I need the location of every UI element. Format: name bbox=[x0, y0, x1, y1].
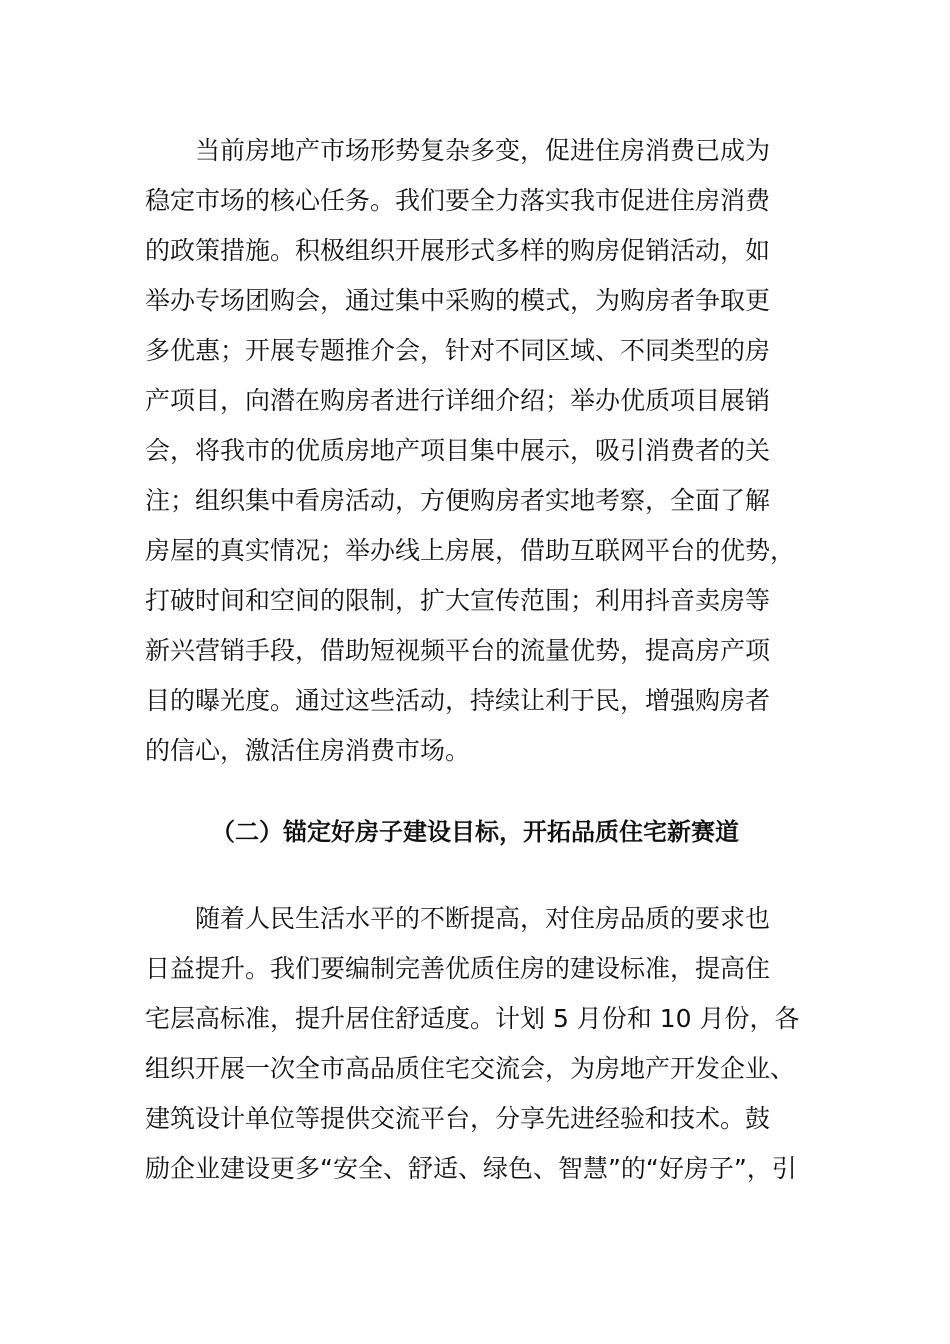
paragraph-2-line-5: 建筑设计单位等提供交流平台，分享先进经验和技术。鼓 bbox=[145, 1104, 771, 1133]
paragraph-1-line-9: 房屋的真实情况；举办线上房展，借助互联网平台的优势， bbox=[145, 536, 796, 565]
paragraph-1-line-8: 注；组织集中看房活动，方便购房者实地考察，全面了解 bbox=[145, 486, 771, 515]
paragraph-2-line-3: 宅层高标准，提升居住舒适度。计划 5 月份和 10 月份，各 bbox=[145, 1004, 800, 1033]
paragraph-2-line-4: 组织开展一次全市高品质住宅交流会，为房地产开发企业、 bbox=[145, 1054, 796, 1083]
paragraph-1-line-10: 打破时间和空间的限制，扩大宣传范围；利用抖音卖房等 bbox=[145, 586, 771, 615]
paragraph-1-line-7: 会，将我市的优质房地产项目集中展示，吸引消费者的关 bbox=[145, 436, 771, 465]
section-heading: （二）锚定好房子建设目标，开拓品质住宅新赛道 bbox=[211, 818, 739, 846]
paragraph-2-line-1: 随着人民生活水平的不断提高，对住房品质的要求也 bbox=[195, 904, 771, 933]
paragraph-1-line-12: 目的曝光度。通过这些活动，持续让利于民，增强购房者 bbox=[145, 686, 771, 715]
paragraph-1-line-4: 举办专场团购会，通过集中采购的模式，为购房者争取更 bbox=[145, 286, 771, 315]
paragraph-1-line-5: 多优惠；开展专题推介会，针对不同区域、不同类型的房 bbox=[145, 336, 771, 365]
paragraph-1-line-3: 的政策措施。积极组织开展形式多样的购房促销活动，如 bbox=[145, 236, 771, 265]
paragraph-2-line-2: 日益提升。我们要编制完善优质住房的建设标准，提高住 bbox=[145, 954, 771, 983]
paragraph-1-line-1: 当前房地产市场形势复杂多变，促进住房消费已成为 bbox=[195, 136, 771, 165]
paragraph-2-line-6: 励企业建设更多“安全、舒适、绿色、智慧”的“好房子”，引 bbox=[145, 1154, 797, 1183]
paragraph-1-line-6: 产项目，向潜在购房者进行详细介绍；举办优质项目展销 bbox=[145, 386, 771, 415]
paragraph-1-line-2: 稳定市场的核心任务。我们要全力落实我市促进住房消费 bbox=[145, 186, 771, 215]
paragraph-1-line-11: 新兴营销手段，借助短视频平台的流量优势，提高房产项 bbox=[145, 636, 771, 665]
paragraph-1-line-13: 的信心，激活住房消费市场。 bbox=[145, 736, 471, 765]
